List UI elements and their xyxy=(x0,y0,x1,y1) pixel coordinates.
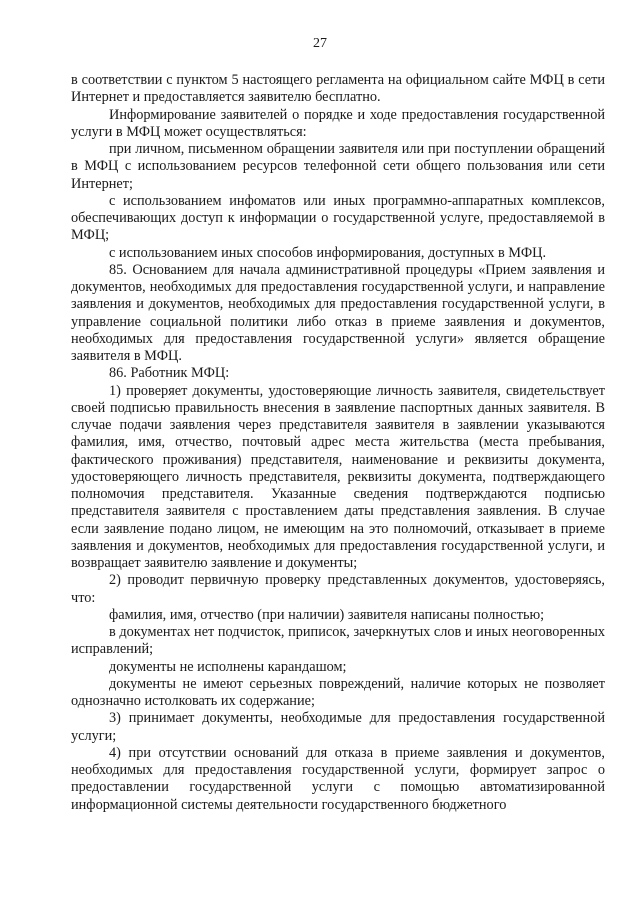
check-full-name: фамилия, имя, отчество (при наличии) заявителя написаны полностью; xyxy=(109,606,545,623)
list-item-2-initial-check: 2) проводит первичную проверку представленных документов, удостоверяясь, что: xyxy=(71,572,605,606)
paragraph-personal-appeal: при личном, письменном обращении заявителя или при поступлении обращений в МФЦ с использованием ресурсов телефонной сети общего пользования или сети Интернет; xyxy=(71,141,605,192)
paragraph-85: 85. Основанием для начала административной процедуры «Прием заявления и документов, необходимых для предоставления государственной услуги, и направление заявления и документов, необходимых для предоставления государственной услуги, в управление социальной политики либо отказ в приеме заявления и документов, необходимых для предоставления государственной услуги» является обращение заявителя в МФЦ. xyxy=(71,261,605,364)
paragraph-infomats: с использованием инфоматов или иных программно-аппаратных комплексов, обеспечивающих доступ к информации о государственной услуге, предоставляемой в МФЦ; xyxy=(71,192,605,244)
check-no-damage: документы не имеют серьезных повреждений, наличие которых не позволяет однозначно истолковать их содержание; xyxy=(71,675,605,709)
list-item-1-identity-check: 1) проверяет документы, удостоверяющие личность заявителя, свидетельствует своей подписью правильность внесения в заявление паспортных данных заявителя. В случае подачи заявления через представителя заявителя в заявлении указываются фамилия, имя, отчество, почтовый адрес места жительства (места пребывания, фактического проживания) представителя, наименование и реквизиты документа, удостоверяющего личность представителя, реквизиты документа, подтверждающего полномочия представителя. Указанные сведения подтверждаются подписью представителя заявителя с проставлением даты представления заявления. В случае если заявление подано лицом, не имеющим на это полномочий, отказывает в приеме заявления и документов, необходимых для предоставления государственной услуги, и возвращает заявителю заявление и документы; xyxy=(71,382,605,571)
list-item-4-form-request: 4) при отсутствии оснований для отказа в приеме заявления и документов, необходимых для предоставления государственной услуги, формирует запрос о предоставлении государственной услуги с помощью автоматизированной информационной системы деятельности государственного бюджетного xyxy=(71,744,605,813)
paragraph-mfc-website-continuation: в соответствии с пунктом 5 настоящего регламента на официальном сайте МФЦ в сети Интернет и предоставляется заявителю бесплатно. xyxy=(71,72,605,106)
paragraph-informing-intro: Информирование заявителей о порядке и ходе предоставления государственной услуги в МФЦ может осуществляться: xyxy=(71,106,605,140)
list-item-3-accept-documents: 3) принимает документы, необходимые для предоставления государственной услуги; xyxy=(71,710,605,744)
check-no-pencil: документы не исполнены карандашом; xyxy=(109,658,347,675)
page-number: 27 xyxy=(313,36,327,51)
paragraph-86-heading: 86. Работник МФЦ: xyxy=(109,365,230,382)
regulation-text xyxy=(71,72,605,814)
paragraph-other-methods: с использованием иных способов информирования, доступных в МФЦ. xyxy=(109,244,547,261)
check-no-corrections: в документах нет подчисток, приписок, зачеркнутых слов и иных неоговоренных исправлений; xyxy=(71,624,605,658)
